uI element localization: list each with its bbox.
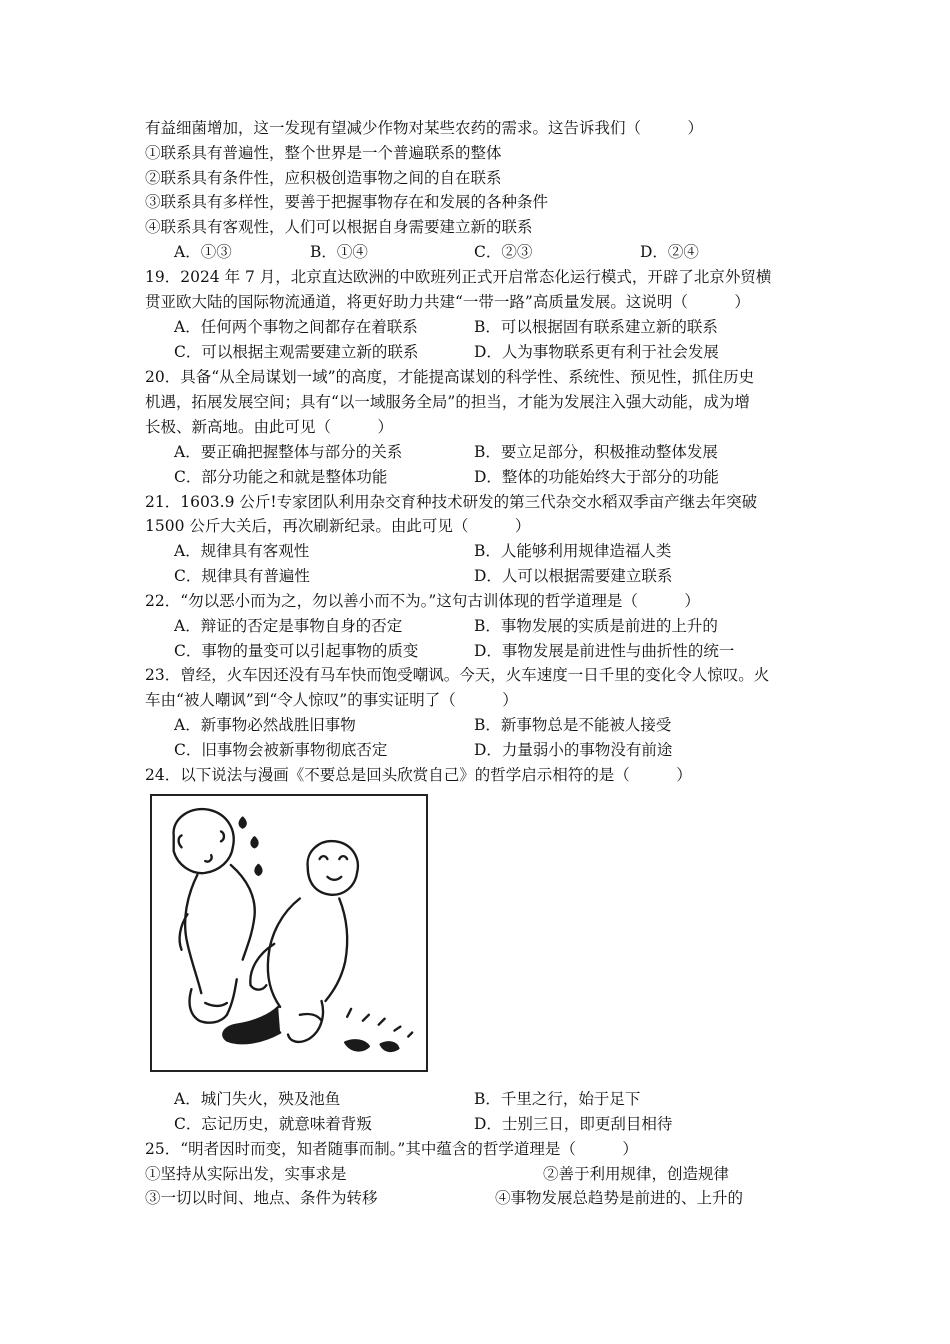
statement-2: ②善于利用规律，创造规律	[543, 1165, 730, 1183]
question-21-stem: 21．1603.9 公斤!专家团队利用杂交育种技术研发的第三代杂交水稻双季亩产继去年突破	[145, 493, 758, 511]
option-c: C．部分功能之和就是整体功能	[174, 468, 388, 486]
option-b: B．①④	[310, 243, 368, 261]
question-23-stem: 23．曾经，火车因还没有马车快而饱受嘲讽。今天，火车速度一日千里的变化令人惊叹。火	[145, 666, 770, 684]
question-24-stem: 24．以下说法与漫画《不要总是回头欣赏自己》的哲学启示相符的是（ ）	[145, 766, 692, 784]
question-19-stem: 贯亚欧大陆的国际物流通道，将更好助力共建“一带一路”高质量发展。这说明（ ）	[145, 293, 750, 311]
option-d: D．人为事物联系更有利于社会发展	[474, 343, 719, 361]
option-d: D．②④	[640, 243, 699, 261]
question-20-stem: 20．具备“从全局谋划一域”的高度，才能提高谋划的科学性、系统性、预见性，抓住历史	[145, 368, 755, 386]
option-a: A．①③	[174, 243, 232, 261]
option-d: D．人可以根据需要建立联系	[474, 567, 673, 585]
question-stem: 有益细菌增加，这一发现有望减少作物对某些农药的需求。这告诉我们（ ）	[145, 119, 704, 137]
option-d: D．事物发展是前进性与曲折性的统一	[474, 642, 735, 660]
option-d: D．士别三日，即更刮目相待	[474, 1115, 673, 1133]
question-20-stem: 机遇，拓展发展空间；具有“以一域服务全局”的担当，才能为发展注入强大动能，成为增	[145, 393, 750, 411]
option-c: C．规律具有普遍性	[174, 567, 310, 585]
question-23-stem: 车由“被人嘲讽”到“令人惊叹”的事实证明了（ ）	[145, 691, 518, 709]
option-b: B．人能够利用规律造福人类	[474, 542, 672, 560]
statement-1: ①坚持从实际出发，实事求是	[145, 1165, 347, 1183]
question-19-stem: 19．2024 年 7 月，北京直达欧洲的中欧班列正式开启常态化运行模式，开辟了北京外贸横	[145, 268, 772, 286]
question-22-stem: 22．“勿以恶小而为之，勿以善小而不为。”这句古训体现的哲学道理是（ ）	[145, 592, 700, 610]
question-21-stem: 1500 公斤大关后，再次刷新纪录。由此可见（ ）	[145, 517, 531, 535]
option-b: B．新事物总是不能被人接受	[474, 716, 672, 734]
cartoon-illustration	[150, 794, 428, 1072]
statement-4: ④联系具有客观性，人们可以根据自身需要建立新的联系	[145, 218, 533, 236]
option-c: C．忘记历史，就意味着背叛	[174, 1115, 372, 1133]
option-a: A．城门失火，殃及池鱼	[174, 1090, 341, 1108]
option-a: A．要正确把握整体与部分的关系	[174, 443, 403, 461]
question-20-stem: 长极、新高地。由此可见（ ）	[145, 418, 394, 436]
statement-3: ③联系具有多样性，要善于把握事物存在和发展的各种条件	[145, 193, 549, 211]
statement-4: ④事物发展总趋势是前进的、上升的	[495, 1189, 744, 1207]
option-b: B．可以根据固有联系建立新的联系	[474, 318, 718, 336]
option-a: A．规律具有客观性	[174, 542, 310, 560]
option-c: C．旧事物会被新事物彻底否定	[174, 741, 388, 759]
question-25-stem: 25．“明者因时而变，知者随事而制。”其中蕴含的哲学道理是（ ）	[145, 1140, 638, 1158]
statement-2: ②联系具有条件性，应积极创造事物之间的自在联系	[145, 169, 502, 187]
option-d: D．整体的功能始终大于部分的功能	[474, 468, 719, 486]
option-b: B．事物发展的实质是前进的上升的	[474, 617, 718, 635]
statement-1: ①联系具有普遍性，整个世界是一个普遍联系的整体	[145, 144, 502, 162]
option-d: D．力量弱小的事物没有前途	[474, 741, 673, 759]
option-c: C．②③	[474, 243, 533, 261]
option-b: B．千里之行，始于足下	[474, 1090, 641, 1108]
option-a: A．新事物必然战胜旧事物	[174, 716, 356, 734]
option-b: B．要立足部分，积极推动整体发展	[474, 443, 718, 461]
option-a: A．任何两个事物之间都存在着联系	[174, 318, 418, 336]
option-a: A．辩证的否定是事物自身的否定	[174, 617, 403, 635]
option-c: C．事物的量变可以引起事物的质变	[174, 642, 419, 660]
option-c: C．可以根据主观需要建立新的联系	[174, 343, 419, 361]
statement-3: ③一切以时间、地点、条件为转移	[145, 1189, 378, 1207]
